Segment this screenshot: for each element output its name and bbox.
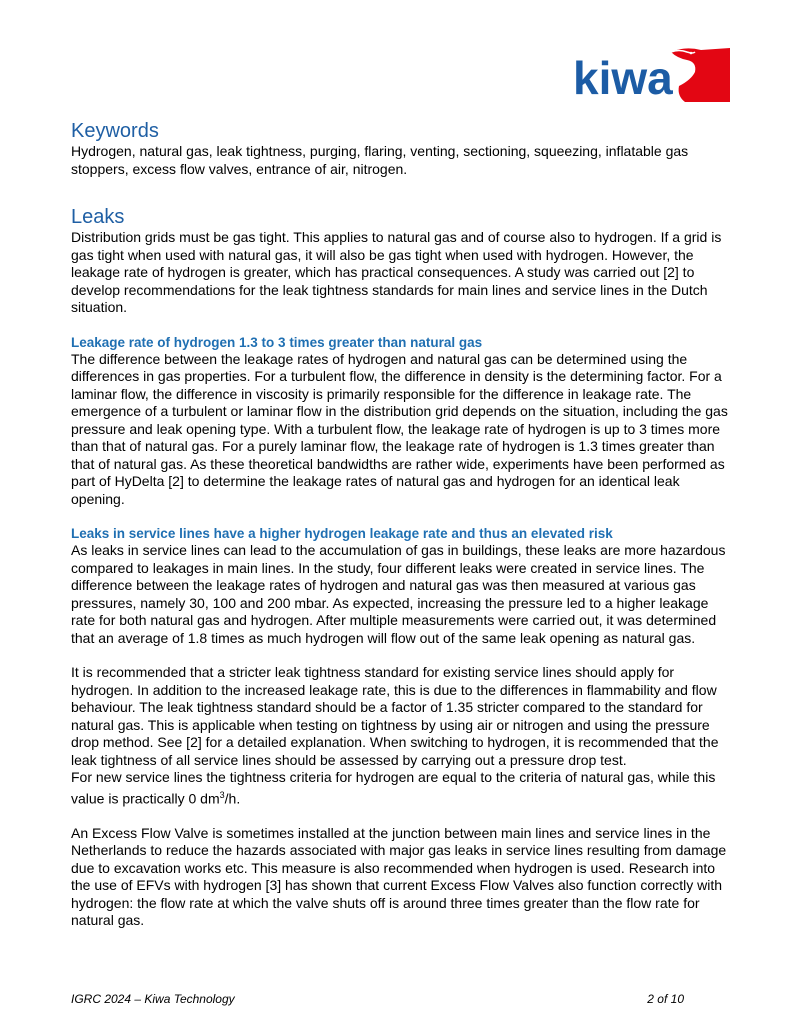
leaks-heading: Leaks bbox=[71, 206, 125, 228]
new-service-lines-text: For new service lines the tightness criteria for hydrogen are equal to the criteria of natural gas, while this value is practically 0 dm bbox=[71, 769, 716, 807]
recommendation-paragraph: It is recommended that a stricter leak tightness standard for existing service lines should apply for hydrogen. In addition to the increased leakage rate, this is due to the differences in flammability and flow behaviour. The leak tightness standard should be a factor of 1.35 stricter compared to the standard for natural gas. This is applicable when testing on tightness by using air or nitrogen and using the pressure drop method. See [2] for a detailed explanation. When switching to hydrogen, it is recommended that the leak tightness of all service lines should be assessed by carrying out a pressure drop test. bbox=[71, 664, 719, 768]
unit-superscript: 3 bbox=[219, 789, 225, 800]
leakage-rate-subheading: Leakage rate of hydrogen 1.3 to 3 times greater than natural gas bbox=[71, 334, 483, 350]
footer-source: IGRC 2024 – Kiwa Technology bbox=[71, 992, 235, 1006]
kiwa-logo-text: kiwa bbox=[573, 52, 673, 102]
service-lines-subheading: Leaks in service lines have a higher hydrogen leakage rate and thus an elevated risk bbox=[71, 526, 613, 541]
page-footer bbox=[71, 992, 684, 1006]
excess-flow-valve-paragraph: An Excess Flow Valve is sometimes installed at the junction between main lines and service lines in the Netherlands to reduce the hazards associated with major gas leaks in service lines resulting from damage due to excavation works etc. This measure is also recommended when hydrogen is used. Research into the use of EFVs with hydrogen [3] has shown that current Excess Flow Valves also function correctly with hydrogen: the flow rate at which the valve shuts off is around three times greater than the flow rate for natural gas. bbox=[71, 824, 727, 929]
new-service-lines-paragraph bbox=[71, 769, 731, 808]
new-service-lines-unit: /h. bbox=[224, 790, 241, 807]
keywords-text: Hydrogen, natural gas, leak tightness, purging, flaring, venting, sectioning, squeezing, inflatable gas stoppers, excess flow valves, entrance of air, nitrogen. bbox=[71, 143, 689, 177]
page-content bbox=[71, 120, 731, 930]
leaks-intro: Distribution grids must be gas tight. This applies to natural gas and of course also to hydrogen. If a grid is gas tight when used with natural gas, it will also be gas tight when used with hydrogen. However, the leakage rate of hydrogen is greater, which has practical consequences. A study was carried out [2] to develop recommendations for the leak tightness standards for main lines and service lines in the Dutch situation. bbox=[71, 229, 722, 315]
page-number: 2 of 10 bbox=[647, 992, 684, 1006]
kiwa-logo-mark bbox=[573, 46, 730, 102]
service-lines-text: As leaks in service lines can lead to the accumulation of gas in buildings, these leaks are more hazardous compared to leakages in main lines. In the study, four different leaks were created in service lines. The difference between the leakage rates of hydrogen and natural gas was then measured at various gas pressures, namely 30, 100 and 200 mbar. As expected, increasing the pressure led to a higher leakage rate for both natural gas and hydrogen. After multiple measurements were carried out, it was determined that an average of 1.8 times as much hydrogen will flow out of the same leak opening as natural gas. bbox=[71, 542, 726, 646]
leakage-rate-text: The difference between the leakage rates of hydrogen and natural gas can be determined using the differences in gas properties. For a turbulent flow, the difference in density is the determining factor. For a laminar flow, the difference in viscosity is primarily responsible for the difference in leakage rate. The emergence of a turbulent or laminar flow in the distribution grid depends on the situation, including the gas pressure and leak opening type. With a turbulent flow, the leakage rate of hydrogen is up to 3 times more than that of natural gas. For a purely laminar flow, the leakage rate of hydrogen is 1.3 times greater than that of natural gas. As these theoretical bandwidths are rather wide, experiments have been performed as part of HyDelta [2] to determine the leakage rates of natural gas and hydrogen for an identical leak opening. bbox=[71, 350, 728, 507]
kiwa-logo bbox=[573, 46, 730, 102]
keywords-heading: Keywords bbox=[71, 120, 159, 142]
